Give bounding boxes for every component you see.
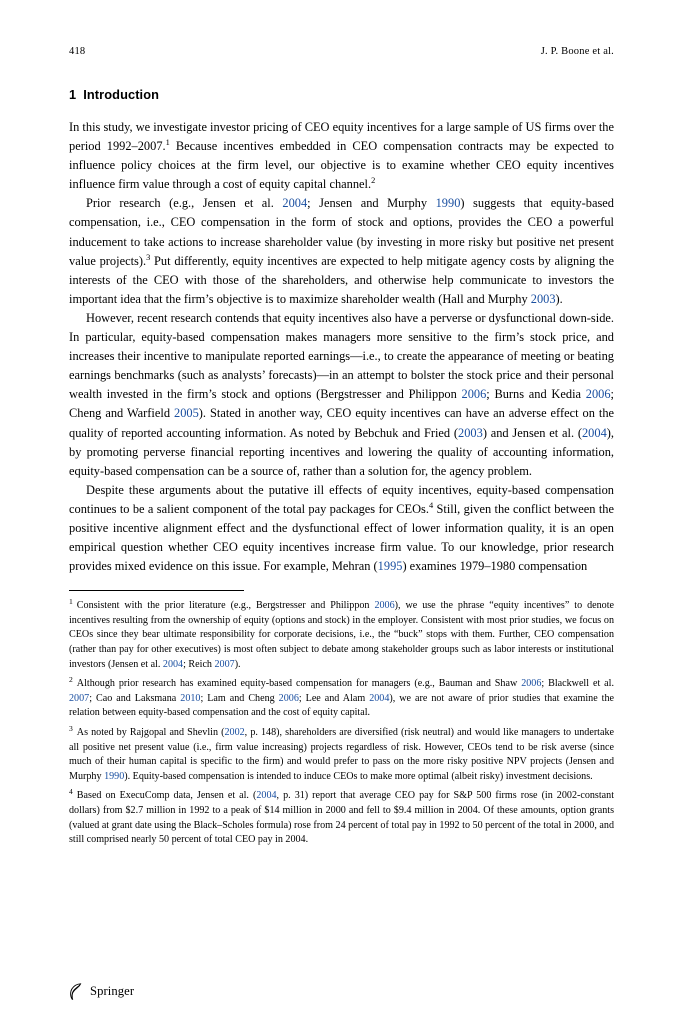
citation-link[interactable]: 2004 bbox=[256, 790, 277, 802]
paragraph-text: Because incentives embedded in CEO compensation contracts may be expected to influence policy choices at the firm level, our objective is to examine whether CEO equity incentives influence firm value through a cost of equity capital channel. bbox=[69, 139, 615, 192]
paragraph-text: Prior research (e.g., Jensen et al. bbox=[86, 196, 283, 211]
citation-link[interactable]: 2003 bbox=[458, 425, 483, 440]
footnote-number: 2 bbox=[69, 674, 73, 684]
footnote-text: Consistent with the prior literature (e.g., Bergstresser and Philippon bbox=[76, 600, 375, 612]
page-content bbox=[69, 46, 614, 853]
running-head-authors: J. P. Boone et al. bbox=[540, 46, 614, 57]
citation-link[interactable]: 2007 bbox=[214, 658, 235, 670]
paragraph-text: ). bbox=[555, 291, 563, 306]
citation-link[interactable]: 2006 bbox=[278, 692, 299, 704]
citation-link[interactable]: 2003 bbox=[530, 291, 556, 306]
footnote-number: 3 bbox=[69, 723, 73, 733]
paragraph-text: ; Burns and Kedia bbox=[486, 387, 586, 402]
footnote-text: , p. 31) report that average CEO pay for S&P 500 firms rose (in 2002-constant dollars) from $2.7 million in 1992 to a peak of $14 million in 2000 and fell to $9.4 million in 2004. Of these amounts, option grants (valued at grant date using the Black–Scholes formula) rose from 24 percent of total pay in 1992 to 50 percent of the total in 2000, and still comprised nearly 50 percent of total CEO pay in 2004. bbox=[69, 790, 614, 846]
footnote-text: Based on ExecuComp data, Jensen et al. ( bbox=[76, 790, 257, 802]
footnote-text: ; Reich bbox=[183, 658, 215, 670]
section-heading bbox=[69, 87, 614, 102]
footnote-3 bbox=[69, 723, 614, 784]
paragraph-text: Still, given the conflict between the positive incentive alignment effect and the dysfunctional effect of lower information quality, it is an open empirical question whether CEO equity incentives increase firm value. To our knowledge, prior research provides mixed evidence on this issue. For example, Mehran ( bbox=[69, 501, 614, 574]
citation-link[interactable]: 2004 bbox=[162, 658, 184, 670]
citation-link[interactable]: 2002 bbox=[224, 727, 245, 738]
paragraph-text: ). Stated in another way, CEO equity incentives can have an adverse effect on the quality of reported accounting information. As noted by Bebchuk and Fried ( bbox=[69, 406, 615, 440]
footnote-text: As noted by Rajgopal and Shevlin ( bbox=[76, 727, 225, 738]
paragraph-4 bbox=[69, 481, 614, 576]
citation-link[interactable]: 2006 bbox=[461, 387, 487, 402]
citation-link[interactable]: 2005 bbox=[174, 406, 199, 421]
paragraph-2 bbox=[69, 194, 614, 309]
citation-link[interactable]: 2006 bbox=[374, 600, 395, 612]
paragraph-text: ) examines 1979–1980 compensation bbox=[402, 559, 588, 574]
page-footer bbox=[69, 983, 134, 1000]
footnote-marker-1[interactable]: 1 bbox=[165, 137, 170, 147]
citation-link[interactable]: 2010 bbox=[180, 692, 201, 704]
footnote-text: ; Lee and Alam bbox=[298, 692, 370, 704]
footnote-text: ; Blackwell et al. bbox=[541, 678, 614, 690]
footnote-text: ). bbox=[234, 658, 241, 670]
footnote-text: ), we are not aware of prior studies that examine the relation between equity-based compensation and the cost of equity capital. bbox=[69, 692, 614, 719]
paragraph-text: In this study, we investigate investor pricing of CEO equity incentives for a large sample of US firms over the period 1992–2007. bbox=[69, 120, 614, 154]
footnote-separator bbox=[69, 590, 244, 591]
paragraph-3 bbox=[69, 309, 614, 481]
paragraph-text: ; Cheng and Warfield bbox=[69, 387, 614, 421]
footnote-text: ). Equity-based compensation is intended to induce CEOs to make more optimal (albeit risky) investment decisions. bbox=[124, 770, 593, 782]
paragraph-text: However, recent research contends that equity incentives also have a perverse or dysfunctional down-side. In particular, equity-based compensation makes managers more sensitive to the firm’s stock price, and increases their incentive to manipulate reported earnings—i.e., to create the appearance of meeting or beating earnings benchmarks (such as analysts’ forecasts)—in an attempt to bolster the stock price and their personal wealth invested in the firm’s stock and options (Bergstresser and Philippon bbox=[69, 310, 614, 402]
footnote-text: , p. 148), shareholders are diversified (risk neutral) and would like managers to undertake all positive net present value (i.e., firm value increasing) projects regardless of risk. However, CEOs tend to be risk averse (since much of their human capital is specific to the firm) and would prefer to pass on the more risky positive NPV projects (Jensen and Murphy bbox=[69, 727, 614, 782]
paragraph-text: ), by promoting perverse financial reporting incentives and lowering the quality of accounting information, equity-based compensation can be a source of, rather than a solution for, the agency problem. bbox=[69, 425, 614, 478]
paragraph-text: Despite these arguments about the putative ill effects of equity incentives, equity-based compensation continues to be a salient component of the total pay packages for CEOs. bbox=[69, 482, 614, 516]
footnote-1 bbox=[69, 596, 614, 672]
page-number: 418 bbox=[69, 46, 86, 57]
footnote-text: Although prior research has examined equity-based compensation for managers (e.g., Bauman and Shaw bbox=[76, 678, 522, 690]
citation-link[interactable]: 2004 bbox=[581, 425, 607, 440]
paragraph-text: Put differently, equity incentives are expected to help mitigate agency costs by aligning the interests of the CEO with those of the shareholders, and otherwise help communicate to investors the important idea that the firm’s objective is to maximize shareholder wealth (Hall and Murphy bbox=[69, 253, 614, 306]
section-number: 1 bbox=[69, 87, 77, 102]
paragraph-text: ) suggests that equity-based compensation, i.e., CEO compensation in the form of stock and options, provides the CEO a powerful inducement to take actions to increase shareholder value (by investing in more risky but positive net present value projects). bbox=[69, 196, 615, 268]
running-head bbox=[69, 46, 614, 57]
footnote-marker-4[interactable]: 4 bbox=[428, 500, 434, 510]
footnote-text: ; Lam and Cheng bbox=[200, 692, 279, 704]
footnote-marker-2[interactable]: 2 bbox=[371, 176, 376, 186]
citation-link[interactable]: 1990 bbox=[435, 196, 461, 211]
footnote-marker-3[interactable]: 3 bbox=[146, 252, 151, 262]
footnote-text: ; Cao and Laksmana bbox=[89, 692, 181, 704]
citation-link[interactable]: 1995 bbox=[377, 559, 403, 574]
springer-logo-icon bbox=[69, 983, 84, 1000]
footnote-2 bbox=[69, 674, 614, 721]
citation-link[interactable]: 2006 bbox=[521, 678, 542, 690]
paragraph-1 bbox=[69, 118, 614, 194]
citation-link[interactable]: 2007 bbox=[69, 692, 90, 704]
footnote-number: 4 bbox=[69, 787, 73, 797]
citation-link[interactable]: 2006 bbox=[585, 387, 611, 402]
paragraph-text: ; Jensen and Murphy bbox=[307, 196, 436, 211]
paragraph-text: ) and Jensen et al. ( bbox=[482, 425, 582, 440]
citation-link[interactable]: 1990 bbox=[104, 770, 125, 782]
footnote-text: ), we use the phrase “equity incentives” to denote incentives resulting from the ownership of equity (options and stock) in the employer. Consistent with most prior studies, we focus on CEOs since they bear ultimate responsibility for corporate decisions, i.e., the “buck” stops with them. Further, CEO compensation (rather than pay for other executives) is most often subject to debate among stakeholder groups such as labor interests or institutional investors (Jensen et al. bbox=[69, 600, 614, 670]
footnote-number: 1 bbox=[69, 596, 73, 606]
footnotes-block bbox=[69, 596, 614, 848]
citation-link[interactable]: 2004 bbox=[369, 692, 390, 704]
publisher-name: Springer bbox=[90, 984, 135, 998]
citation-link[interactable]: 2004 bbox=[282, 196, 308, 211]
section-title-text: Introduction bbox=[83, 87, 160, 102]
footnote-4 bbox=[69, 789, 614, 847]
